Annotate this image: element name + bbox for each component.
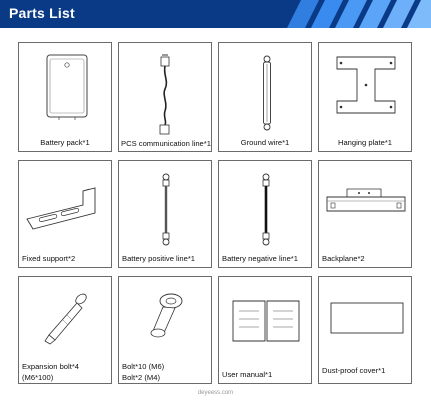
footer-text: deyeess.com (197, 390, 234, 396)
part-cell-fixed-support (18, 160, 112, 268)
part-label (119, 127, 213, 149)
part-cell-battery-positive-line (118, 160, 212, 268)
part-label: Battery positive line*1 (122, 254, 196, 263)
part-label: Bolt*10 (M6) Bolt*2 (M4) (122, 362, 165, 382)
part-cell-pcs-communication-line (118, 42, 212, 152)
header-banner (0, 0, 431, 28)
part-label: Expansion bolt*4 (M6*100) (22, 362, 79, 382)
part-label-text: PCS communication line*1 (121, 139, 211, 148)
part-label: User manual*1 (222, 370, 273, 379)
part-cell-hanging-plate (318, 42, 412, 152)
part-cell-bolt (118, 276, 212, 384)
part-cell-expansion-bolt (18, 276, 112, 384)
stripe-decoration (281, 0, 431, 28)
part-label: Battery negative line*1 (222, 254, 298, 263)
part-cell-user-manual (218, 276, 312, 384)
part-cell-battery-pack (18, 42, 112, 152)
page-title: Parts List (9, 5, 75, 21)
part-cell-backplane (318, 160, 412, 268)
part-cell-ground-wire (218, 42, 312, 152)
part-label: Backplane*2 (322, 254, 365, 263)
part-label: Hanging plate*1 (337, 138, 393, 147)
part-label: Ground wire*1 (240, 138, 290, 147)
part-cell-dust-proof-cover (318, 276, 412, 384)
part-label: Fixed support*2 (22, 254, 76, 263)
part-cell-battery-negative-line (218, 160, 312, 268)
part-label: Dust-proof cover*1 (322, 366, 386, 375)
part-label: Battery pack*1 (40, 138, 90, 147)
